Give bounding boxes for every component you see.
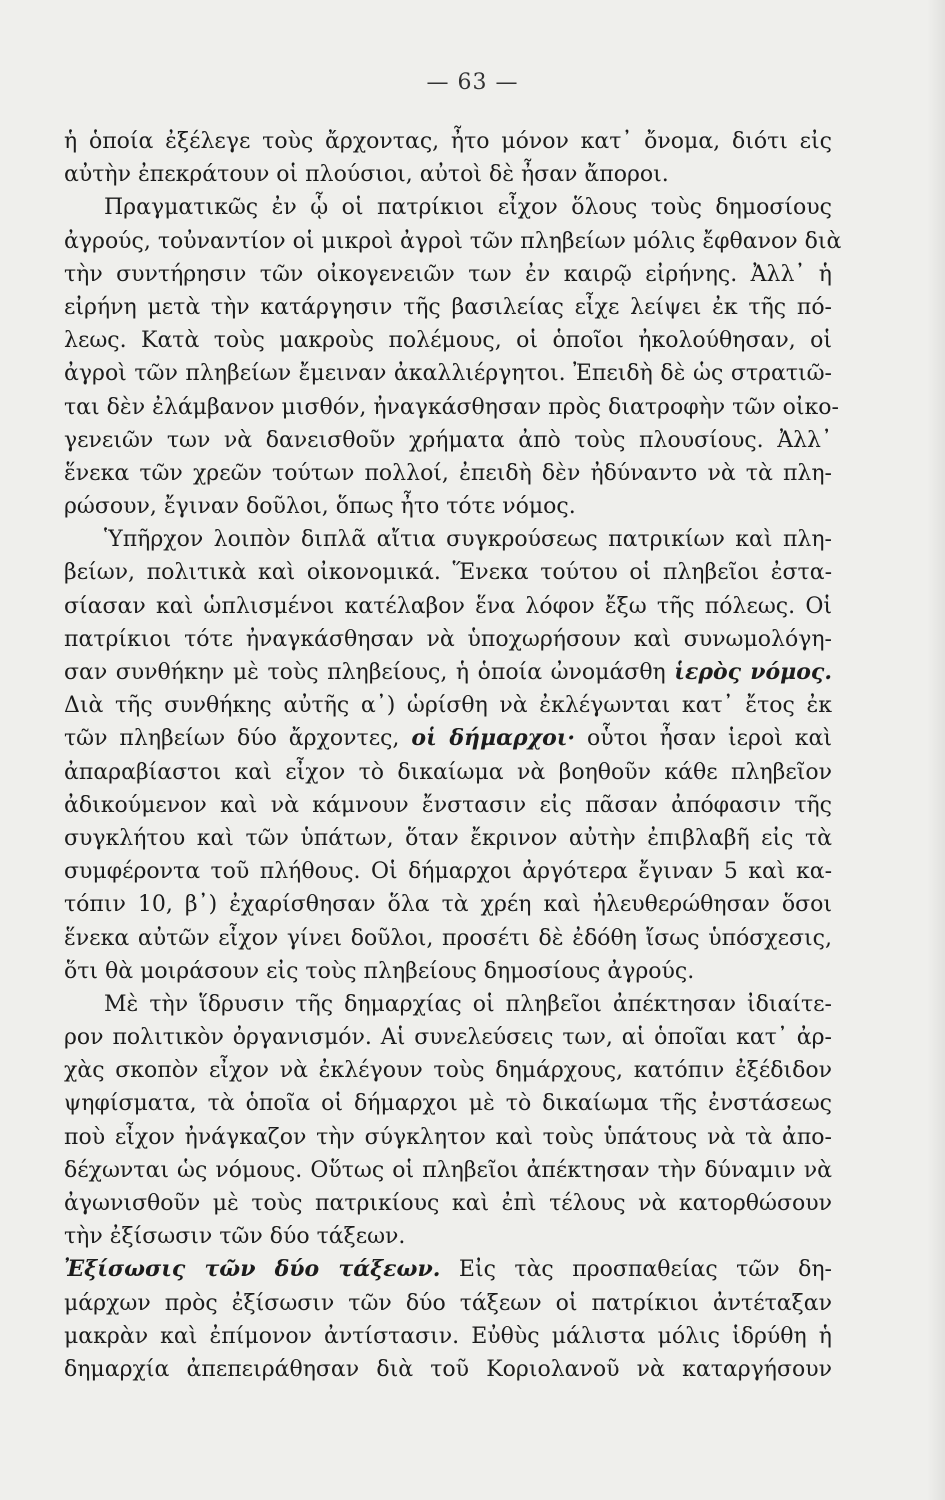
section-heading-equalization: Ἐξίσωσις τῶν δύο τάξεων.	[64, 1256, 441, 1283]
text-line: ἡ ὁποία ἐξέλεγε τοὺς ἄρχοντας, ἦτο μόνον κατ᾿ ὄνομα, διότι εἰς	[64, 129, 832, 154]
text-line: Ὑπῆρχον λοιπὸν διπλᾶ αἴτια συγκρούσεως πατρικίων καὶ πλη-	[104, 527, 832, 553]
text-line: χὰς σκοπὸν εἶχον νὰ ἐκλέγουν τοὺς δημάρχους, κατόπιν ἐξέδιδον	[64, 1058, 832, 1084]
text-line: ἕνεκα αὐτῶν εἶχον γίνει δοῦλοι, προσέτι δὲ ἐδόθη ἴσως ὑπόσχεσις,	[64, 925, 832, 951]
text-line: μακρὰν καὶ ἐπίμονον ἀντίστασιν. Εὐθὺς μάλιστα μόλις ἱδρύθη ἡ	[64, 1323, 832, 1349]
text-line: αὐτὴν ἐπεκράτουν οἱ πλούσιοι, αὐτοὶ δὲ ἦσαν ἄποροι.	[64, 162, 669, 188]
text-fragment: οὗτοι ἦσαν ἱεροὶ καὶ	[575, 726, 833, 752]
text-line: ἀγωνισθοῦν μὲ τοὺς πατρικίους καὶ ἐπὶ τέλους νὰ κατορθώσουν	[64, 1191, 832, 1216]
term-tribunes: οἱ δήμαρχοι·	[411, 725, 576, 752]
text-line: Μὲ τὴν ἵδρυσιν τῆς δημαρχίας οἱ πληβεῖοι ἀπέκτησαν ἰδιαίτε-	[104, 991, 832, 1017]
text-line: ἀπαραβίαστοι καὶ εἶχον τὸ δικαίωμα νὰ βοηθοῦν κάθε πληβεῖον	[64, 759, 832, 785]
text-line: ἀγροὶ τῶν πληβείων ἔμειναν ἀκαλλιέργητοι. Ἐπειδὴ δὲ ὡς στρατιῶ-	[64, 361, 832, 387]
text-line: δέχωνται ὡς νόμους. Οὕτως οἱ πληβεῖοι ἀπέκτησαν τὴν δύναμιν νὰ	[64, 1157, 832, 1183]
text-line: γενειῶν των νὰ δανεισθοῦν χρήματα ἀπὸ τοὺς πλουσίους. Ἀλλ᾿	[64, 427, 832, 453]
text-line: ψηφίσματα, τὰ ὁποῖα οἱ δήμαρχοι μὲ τὸ δικαίωμα τῆς ἐνστάσεως	[64, 1091, 832, 1117]
text-line: ἕνεκα τῶν χρεῶν τούτων πολλοί, ἐπειδὴ δὲν ἠδύναντο νὰ τὰ πλη-	[64, 460, 832, 486]
text-line: δημαρχία ἀπεπειράθησαν διὰ τοῦ Κοριολανοῦ νὰ καταργήσουν	[64, 1356, 832, 1382]
text-line: ὅτι θὰ μοιράσουν εἰς τοὺς πληβείους δημοσίους ἀγρούς.	[64, 958, 695, 984]
text-line: ται δὲν ἐλάμβανον μισθόν, ἠναγκάσθησαν πρὸς διατροφὴν τῶν οἰκο-	[64, 394, 839, 420]
text-line: τὴν συντήρησιν τῶν οἰκογενειῶν των ἐν καιρῷ εἰρήνης. Ἀλλ᾿ ἡ	[64, 261, 832, 287]
text-line: Διὰ τῆς συνθήκης αὐτῆς α᾿) ὡρίσθη νὰ ἐκλέγωνται κατ᾿ ἔτος ἐκ	[64, 693, 832, 719]
page-edge-shadow	[927, 0, 945, 1500]
text-line: ἀδικούμενον καὶ νὰ κάμνουν ἔνστασιν εἰς πᾶσαν ἀπόφασιν τῆς	[64, 792, 832, 818]
text-line: συγκλήτου καὶ τῶν ὑπάτων, ὅταν ἔκρινον αὐτὴν ἐπιβλαβῆ εἰς τὰ	[64, 825, 832, 851]
text-fragment: σαν συνθήκην μὲ τοὺς πληβείους, ἡ ὁποία ὠνομάσθη	[64, 660, 666, 685]
text-fragment: τῶν πληβείων δύο ἄρχοντες,	[64, 726, 400, 752]
text-line	[64, 656, 832, 689]
text-line: εἰρήνη μετὰ τὴν κατάργησιν τῆς βασιλείας εἶχε λείψει ἐκ τῆς πό-	[64, 294, 832, 320]
text-line: σίασαν καὶ ὡπλισμένοι κατέλαβον ἕνα λόφον ἔξω τῆς πόλεως. Οἱ	[64, 593, 832, 619]
text-line: ρον πολιτικὸν ὀργανισμόν. Αἱ συνελεύσεις των, αἱ ὁποῖαι κατ᾿ ἀρ-	[64, 1025, 832, 1051]
body-text	[64, 125, 842, 1386]
text-fragment: Εἰς τὰς προσπαθείας τῶν δη-	[458, 1257, 832, 1283]
text-line: συμφέροντα τοῦ πλήθους. Οἱ δήμαρχοι ἀργότερα ἔγιναν 5 καὶ κα-	[64, 859, 832, 885]
text-line: ρώσουν, ἔγιναν δοῦλοι, ὅπως ἦτο τότε νόμος.	[64, 494, 576, 520]
text-line: τὴν ἐξίσωσιν τῶν δύο τάξεων.	[64, 1224, 406, 1250]
text-line: μάρχων πρὸς ἐξίσωσιν τῶν δύο τάξεων οἱ πατρίκιοι ἀντέταξαν	[64, 1290, 832, 1316]
text-line: ποὺ εἶχον ἠνάγκαζον τὴν σύγκλητον καὶ τοὺς ὑπάτους νὰ τὰ ἀπο-	[64, 1124, 832, 1150]
text-line	[64, 1253, 832, 1286]
text-line: τόπιν 10, β᾿) ἐχαρίσθησαν ὅλα τὰ χρέη καὶ ἠλευθερώθησαν ὅσοι	[64, 892, 832, 918]
text-line	[64, 722, 832, 755]
text-line: Πραγματικῶς ἐν ᾧ οἱ πατρίκιοι εἶχον ὅλους τοὺς δημοσίους	[104, 195, 832, 221]
text-line: ἀγρούς, τοὐναντίον οἱ μικροὶ ἀγροὶ τῶν πληβείων μόλις ἔφθανον διὰ	[64, 228, 842, 254]
page-number: — 63 —	[426, 70, 519, 95]
term-sacred-law: ἱερὸς νόμος.	[674, 659, 832, 685]
text-line: λεως. Κατὰ τοὺς μακροὺς πολέμους, οἱ ὁποῖοι ἠκολούθησαν, οἱ	[64, 328, 832, 354]
text-line: βείων, πολιτικὰ καὶ οἰκονομικά. Ἕνεκα τούτου οἱ πληβεῖοι ἐστα-	[64, 560, 832, 586]
text-line: πατρίκιοι τότε ἠναγκάσθησαν νὰ ὑποχωρήσουν καὶ συνωμολόγη-	[64, 626, 832, 652]
